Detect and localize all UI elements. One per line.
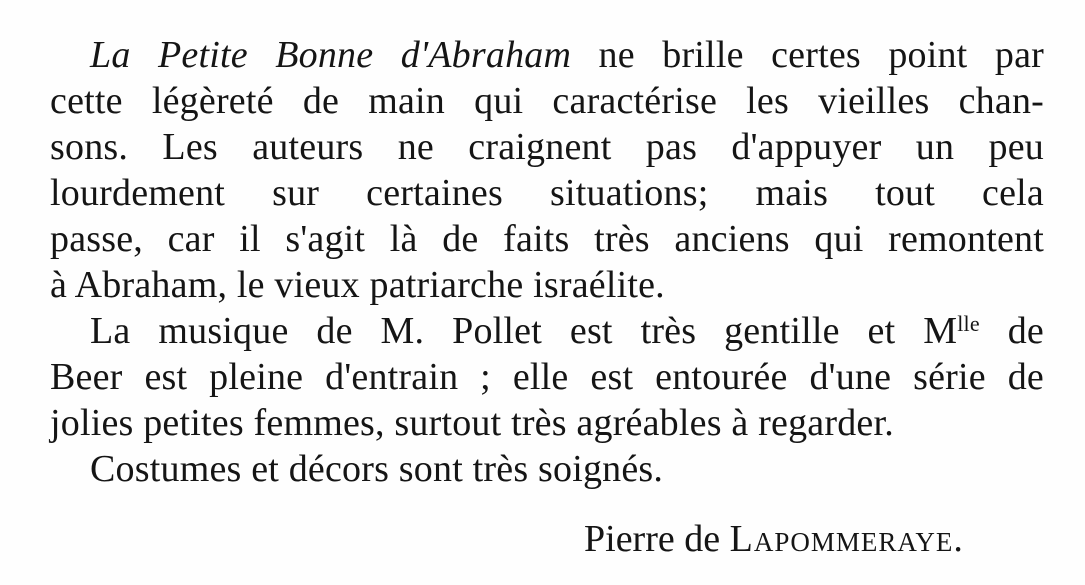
paragraph-1-line-1-text: ne brille certes point par bbox=[571, 34, 1044, 76]
paragraph-2-line-3: jolies petites femmes, surtout très agréables à regarder. bbox=[50, 402, 894, 444]
paragraph-2-line-1 bbox=[50, 308, 1044, 354]
paragraph-1-line-5: passe, car il s'agit là de faits très anciens qui remontent bbox=[50, 218, 1044, 260]
paragraph-3-line-1: Costumes et décors sont très soignés. bbox=[90, 448, 664, 490]
paragraph-1-line-6: à Abraham, le vieux patriarche israélite. bbox=[50, 264, 665, 306]
signature bbox=[584, 516, 964, 562]
signature-first-name: Pierre de bbox=[584, 518, 730, 560]
paragraph-1-line-3: sons. Les auteurs ne craignent pas d'appuyer un peu bbox=[50, 126, 1044, 168]
paragraph-1-line-2: cette légèreté de main qui caractérise les vieilles chan- bbox=[50, 80, 1044, 122]
signature-last-name: Lapommeraye. bbox=[729, 518, 964, 560]
article-text bbox=[50, 32, 1044, 492]
paragraph-1-line-4: lourdement sur certaines situations; mais tout cela bbox=[50, 172, 1044, 214]
play-title: La Petite Bonne d'Abraham bbox=[90, 34, 572, 76]
paragraph-1-line-1 bbox=[50, 32, 1044, 78]
paragraph-2-line-2: Beer est pleine d'entrain ; elle est entourée d'une série de bbox=[50, 356, 1044, 398]
paragraph-2-line-1-text-b: de bbox=[979, 310, 1044, 352]
paragraph-2-line-1-text-a: La musique de M. Pollet est très gentille et M bbox=[90, 310, 958, 352]
mademoiselle-superscript: lle bbox=[957, 311, 980, 336]
